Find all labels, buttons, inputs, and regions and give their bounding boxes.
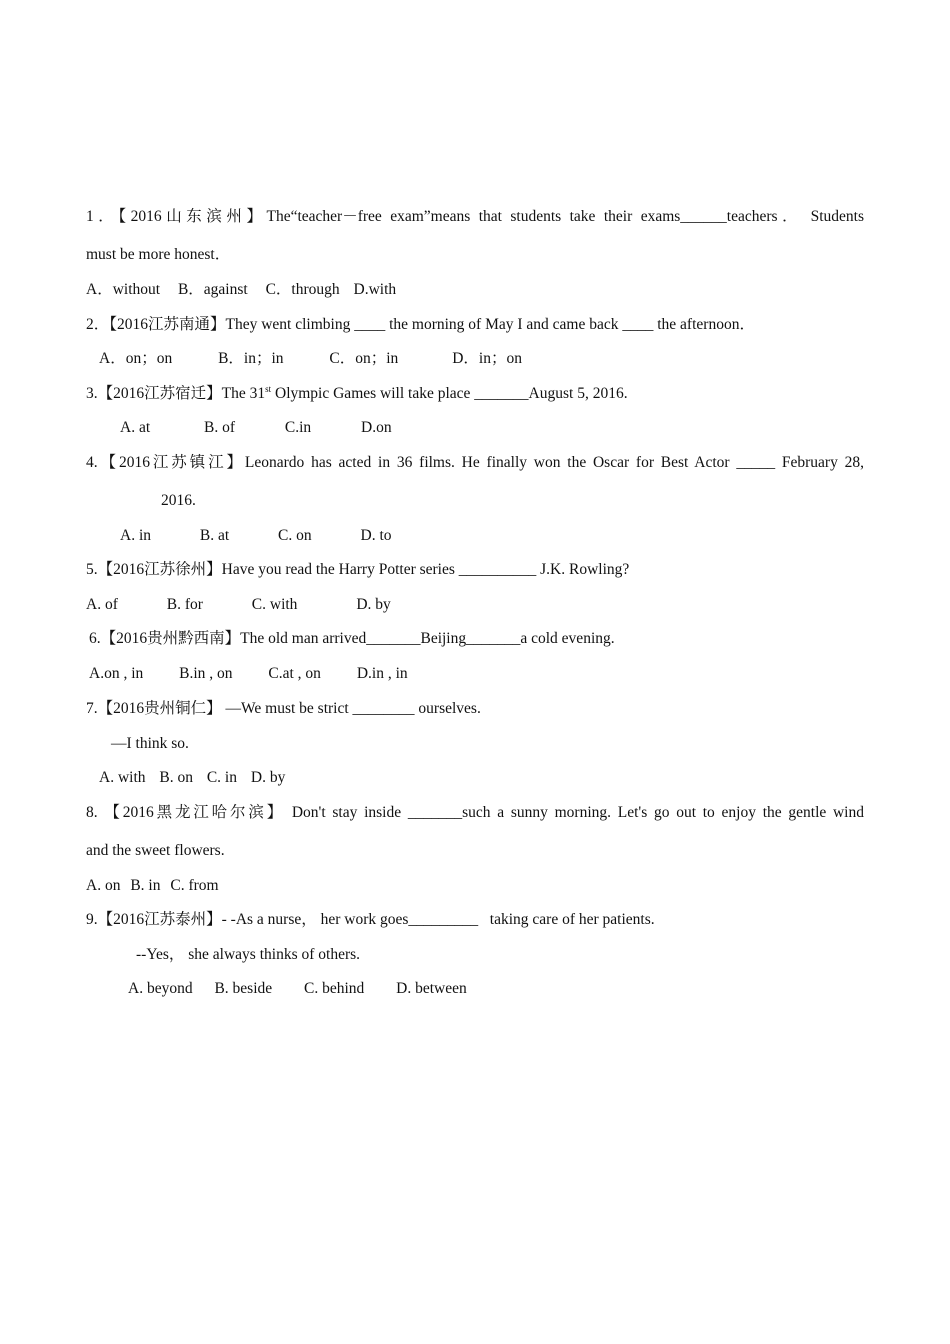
question-6-options (89, 664, 408, 684)
question-3-option-c: C.in (284, 419, 312, 436)
question-9-option-c: C. behind (304, 980, 365, 997)
question-2-option-b: B．in；in (218, 350, 284, 367)
question-1-option-a: A．without (86, 281, 161, 298)
question-3-option-a: A. at (120, 419, 151, 436)
question-1-options (86, 280, 396, 300)
question-2-option-d: D．in；on (452, 350, 522, 367)
question-9-text: 9.【2016江苏泰州】- -As a nurse， her work goes_________ taking care of her patients. (86, 911, 655, 928)
question-2-options (99, 349, 522, 369)
question-4-option-b: B. at (199, 527, 230, 544)
question-5-option-c: C. with (251, 596, 298, 613)
question-5-option-b: B. for (166, 596, 203, 613)
question-5-option-a: A. of (86, 596, 118, 613)
question-1-text-continued: must be more honest． (86, 246, 231, 263)
question-5-options (86, 595, 391, 615)
question-4-text-continued: 2016. (161, 492, 196, 509)
question-8-options (86, 876, 219, 896)
question-7-reply: —I think so. (111, 735, 189, 752)
question-9-option-b: B. beside (214, 980, 273, 997)
question-9-option-d: D. between (396, 980, 467, 997)
question-4-option-d: D. to (360, 527, 392, 544)
question-8-option-b: B. in (130, 877, 161, 894)
question-3-option-d: D.on (361, 419, 392, 436)
question-2-option-c: C．on；in (329, 350, 399, 367)
question-6-option-b: B.in , on (179, 665, 233, 682)
question-4-option-a: A. in (120, 527, 151, 544)
question-7-text: 7.【2016贵州铜仁】 —We must be strict ________ ourselves. (86, 700, 481, 717)
question-1-option-d: D.with (353, 281, 397, 298)
question-1-option-b: B．against (177, 281, 248, 298)
question-8-option-c: C. from (170, 877, 219, 894)
question-1-text: 1．【2016山东滨州】The“teacher－free exam”means that students take their exams______teachers． Students (86, 208, 864, 225)
question-2-text: 2．【2016江苏南通】They went climbing ____ the morning of May I and came back ____ the afternoon． (86, 316, 755, 333)
question-9-options (128, 979, 467, 999)
question-6-option-a: A.on , in (89, 665, 144, 682)
question-6-option-d: D.in , in (356, 665, 408, 682)
question-3-options (120, 418, 392, 438)
question-8-option-a: A. on (86, 877, 121, 894)
question-7-options (99, 768, 285, 788)
question-8-text: 8. 【2016黑龙江哈尔滨】 Don't stay inside _______such a sunny morning. Let's go out to enjoy the gentle wind (86, 804, 864, 821)
question-9-reply: --Yes， she always thinks of others. (136, 946, 361, 963)
question-8-text-continued: and the sweet flowers. (86, 842, 225, 859)
question-2-option-a: A．on；on (99, 350, 173, 367)
question-5-option-d: D. by (356, 596, 391, 613)
question-3-text (86, 384, 628, 404)
question-3-superscript: st (265, 383, 272, 394)
question-5-text: 5.【2016江苏徐州】Have you read the Harry Potter series __________ J.K. Rowling? (86, 561, 630, 578)
question-6-text: 6.【2016贵州黔西南】The old man arrived_______Beijing_______a cold evening. (89, 630, 615, 647)
question-7-option-d: D. by (250, 769, 286, 786)
question-1-option-c: C．through (265, 281, 340, 298)
question-7-option-c: C. in (206, 769, 237, 786)
question-7-option-b: B. on (159, 769, 193, 786)
question-4-option-c: C. on (278, 527, 312, 544)
question-3-option-b: B. of (204, 419, 236, 436)
question-9-option-a: A. beyond (128, 980, 193, 997)
question-4-text: 4.【2016江苏镇江】Leonardo has acted in 36 films. He finally won the Oscar for Best Actor _____ February 28, (86, 454, 864, 471)
question-4-options (120, 526, 392, 546)
question-3-text-end: Olympic Games will take place _______August 5, 2016. (271, 385, 628, 402)
question-6-option-c: C.at , on (268, 665, 321, 682)
question-7-option-a: A. with (99, 769, 146, 786)
question-3-text-start: 3.【2016江苏宿迁】The 31 (86, 385, 266, 402)
